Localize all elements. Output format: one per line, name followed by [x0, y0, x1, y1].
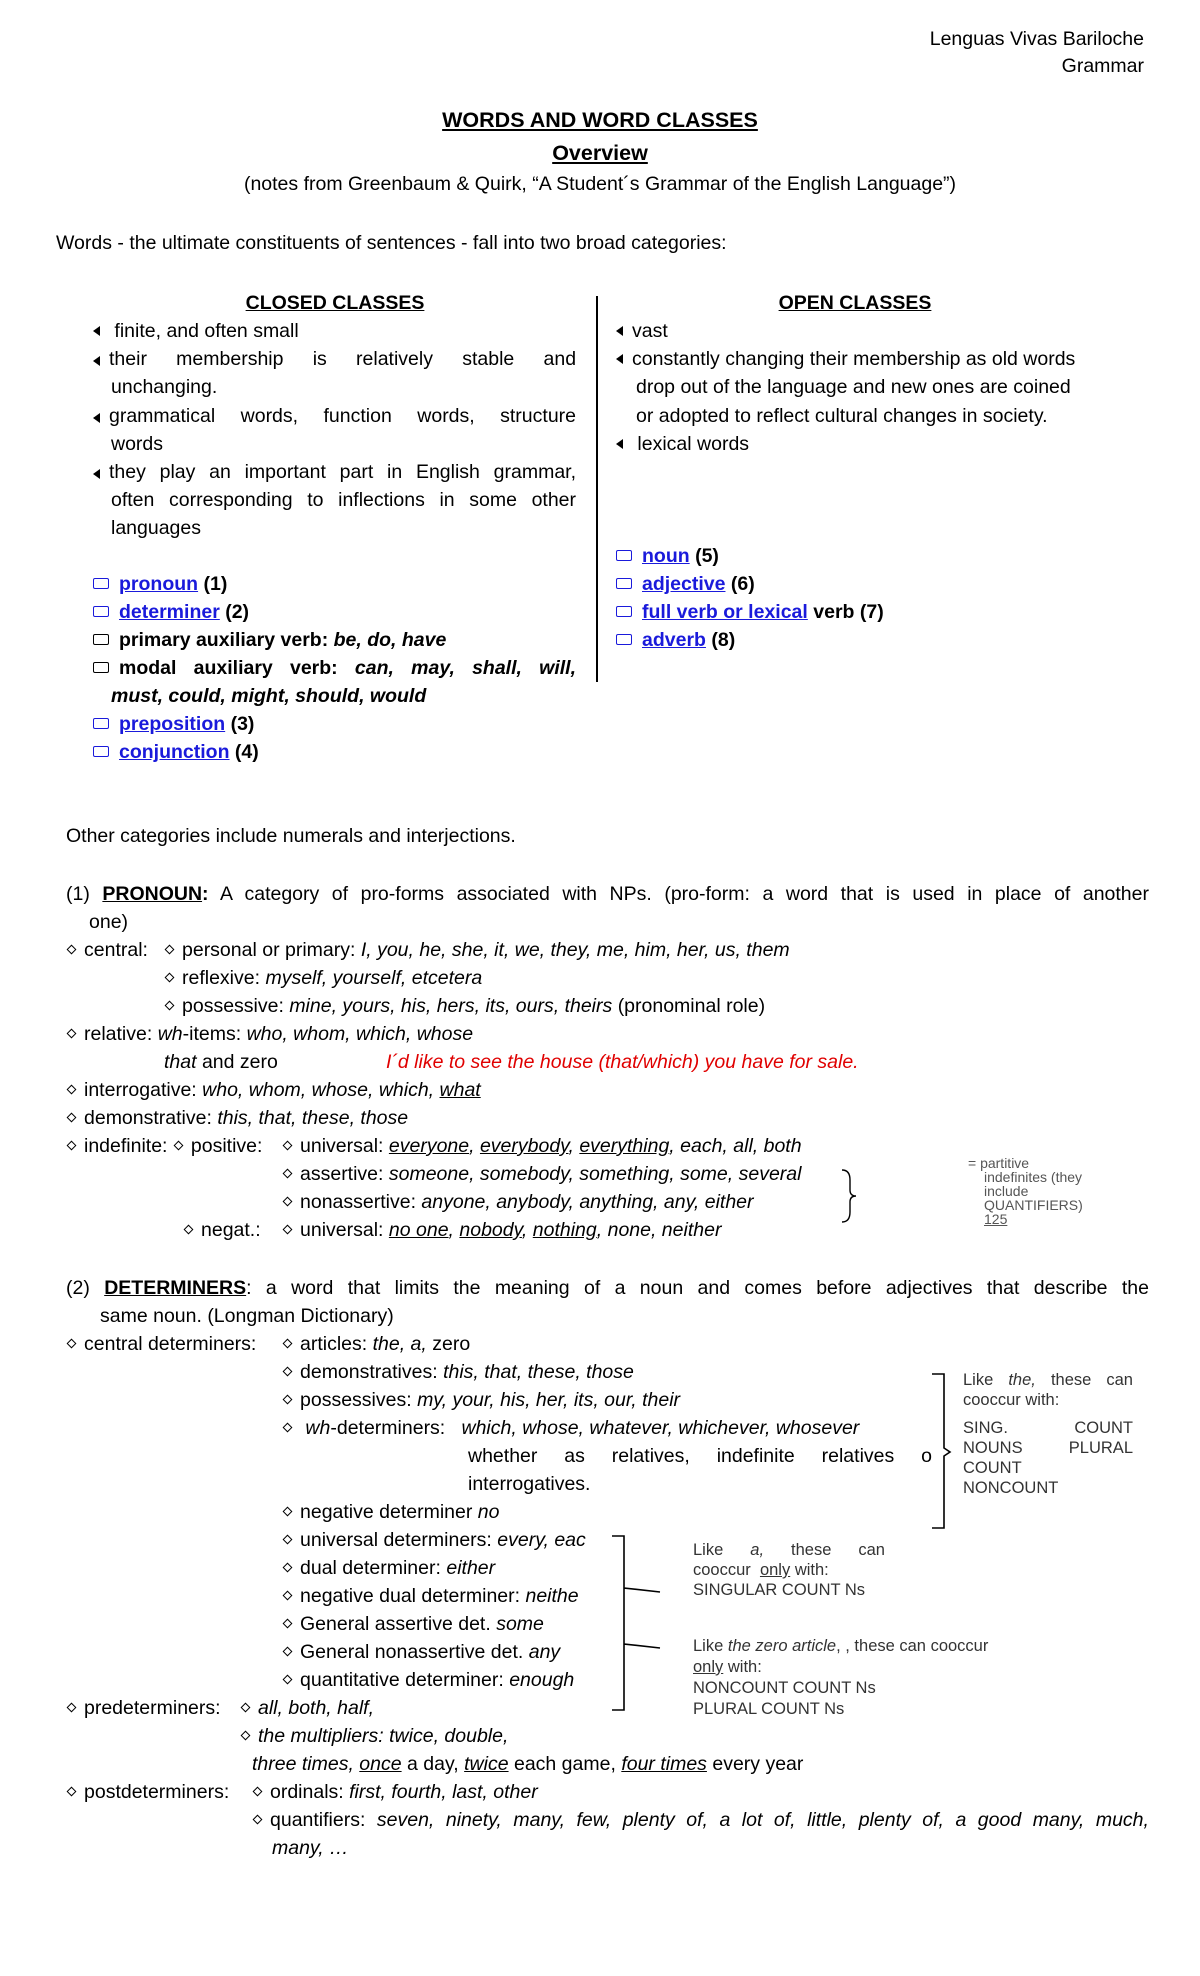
other-categories: Other categories include numerals and interjections.	[66, 825, 516, 847]
diamond-bullet-icon	[173, 1141, 183, 1151]
det-general-nonassertive: General nonassertive det. any	[282, 1641, 560, 1664]
header-subject: Grammar	[1061, 55, 1144, 77]
diamond-bullet-icon	[283, 1675, 293, 1685]
closed-b2-line1: their membership is relatively stable and	[109, 348, 577, 370]
diamond-bullet-icon	[67, 1085, 77, 1095]
open-b2-line3: or adopted to reflect cultural changes in society.	[636, 405, 1048, 427]
pronoun-negative-label: negat.:	[183, 1219, 261, 1242]
pronoun-link[interactable]: pronoun	[119, 573, 199, 595]
bullet-arrow-icon	[93, 356, 100, 366]
pronoun-relative-example: I´d like to see the house (that/which) you have for sale.	[386, 1051, 859, 1073]
bracket-a	[592, 1534, 662, 1714]
diamond-bullet-icon	[283, 1141, 293, 1151]
partitive-bracket	[840, 1168, 860, 1224]
pronoun-definition-line2: one)	[89, 911, 129, 933]
pronoun-nonassertive: nonassertive: anyone, anybody, anything, any, either	[282, 1191, 754, 1214]
det-wh-line2: whether as relatives, indefinite relatives o	[468, 1445, 933, 1467]
det-demonstratives: demonstratives: this, that, these, those	[282, 1361, 634, 1384]
diamond-bullet-icon	[184, 1225, 194, 1235]
diamond-bullet-icon	[253, 1787, 263, 1797]
pronoun-universal-negative: universal: no one, nobody, nothing, none, neither	[282, 1219, 721, 1242]
det-multipliers: the multipliers: twice, double,	[240, 1725, 508, 1748]
checkbox-icon	[93, 662, 109, 673]
open-b2-line2: drop out of the language and new ones are coined	[636, 376, 1071, 398]
diamond-bullet-icon	[283, 1367, 293, 1377]
checkbox-icon	[616, 550, 632, 561]
column-divider	[596, 296, 598, 682]
checkbox-icon	[93, 634, 109, 645]
open-class-adjective: adjective (6)	[616, 573, 755, 596]
diamond-bullet-icon	[165, 945, 175, 955]
determiners-definition-line1: (2) DETERMINERS: a word that limits the meaning of a noun and comes before adjectives that describe the	[66, 1277, 1149, 1299]
closed-class-determiner: determiner (2)	[93, 601, 249, 624]
open-class-full-verb: full verb or lexical verb (7)	[616, 601, 884, 624]
det-dual: dual determiner: either	[282, 1557, 495, 1580]
pronoun-possessive: possessive: mine, yours, his, hers, its, ours, theirs (pronominal role)	[164, 995, 765, 1018]
checkbox-icon	[616, 578, 632, 589]
closed-b4-line3: languages	[111, 517, 201, 539]
diamond-bullet-icon	[283, 1591, 293, 1601]
pronoun-assertive: assertive: someone, somebody, something, some, several	[282, 1163, 801, 1186]
det-wh-determiners: wh-determiners: which, whose, whatever, whichever, whosever	[282, 1417, 932, 1440]
diamond-bullet-icon	[67, 1339, 77, 1349]
pronoun-central: central:	[66, 939, 148, 962]
pronoun-interrogative: interrogative: who, whom, whose, which, what	[66, 1079, 481, 1102]
diamond-bullet-icon	[283, 1169, 293, 1179]
closed-b2-line2: unchanging.	[111, 376, 218, 398]
pronoun-reflexive: reflexive: myself, yourself, etcetera	[164, 967, 482, 990]
closed-class-primary-aux: primary auxiliary verb: be, do, have	[93, 629, 446, 652]
pronoun-relative-that: that and zero	[164, 1051, 278, 1073]
full-verb-link[interactable]: full verb or lexical	[642, 601, 808, 623]
conjunction-link[interactable]: conjunction	[119, 741, 230, 763]
diamond-bullet-icon	[67, 945, 77, 955]
open-bullet-3: lexical words	[616, 433, 749, 456]
closed-class-preposition: preposition (3)	[93, 713, 254, 736]
pronoun-relative: relative: wh-items: who, whom, which, whose	[66, 1023, 473, 1046]
header-institution: Lenguas Vivas Bariloche	[929, 28, 1144, 50]
diamond-bullet-icon	[67, 1113, 77, 1123]
closed-b4-line2: often corresponding to inflections in some other	[111, 489, 577, 511]
checkbox-icon	[93, 606, 109, 617]
preposition-link[interactable]: preposition	[119, 713, 226, 735]
bullet-arrow-icon	[616, 439, 623, 449]
det-quantifiers-line2: many, …	[272, 1837, 349, 1859]
bullet-arrow-icon	[616, 326, 623, 336]
diamond-bullet-icon	[67, 1703, 77, 1713]
source-note: (notes from Greenbaum & Quirk, “A Student´s Grammar of the English Language”)	[243, 173, 957, 195]
closed-class-conjunction: conjunction (4)	[93, 741, 259, 764]
diamond-bullet-icon	[283, 1619, 293, 1629]
adverb-link[interactable]: adverb	[642, 629, 706, 651]
adjective-link[interactable]: adjective	[642, 573, 726, 595]
bullet-arrow-icon	[93, 469, 100, 479]
determiners-definition-line2: same noun. (Longman Dictionary)	[100, 1305, 394, 1327]
det-predeterminers: all, both, half,	[240, 1697, 374, 1720]
pronoun-definition-line1: (1) PRONOUN: A category of pro-forms associated with NPs. (pro-form: a word that is used in place of another	[66, 883, 1149, 905]
closed-bullet-1: finite, and often small	[93, 320, 299, 343]
diamond-bullet-icon	[67, 1141, 77, 1151]
det-ordinals: ordinals: first, fourth, last, other	[252, 1781, 538, 1804]
modal-aux-line2: must, could, might, should, would	[111, 685, 427, 707]
page-title: WORDS AND WORD CLASSES	[442, 108, 758, 132]
closed-b3-line2: words	[111, 433, 164, 455]
diamond-bullet-icon	[67, 1787, 77, 1797]
partitive-note: = partitive indefinites (they include QUANTIFIERS) 125	[968, 1155, 1083, 1227]
determiner-link[interactable]: determiner	[119, 601, 220, 623]
pronoun-universal-positive: universal: everyone, everybody, everything, each, all, both	[282, 1135, 802, 1158]
det-possessives: possessives: my, your, his, her, its, our, their	[282, 1389, 680, 1412]
open-b2-line1: constantly changing their membership as old words	[616, 348, 1075, 371]
diamond-bullet-icon	[283, 1563, 293, 1573]
det-central-label: central determiners:	[66, 1333, 256, 1356]
diamond-bullet-icon	[283, 1423, 293, 1433]
bracket-the	[928, 1372, 952, 1532]
closed-class-pronoun: pronoun (1)	[93, 573, 227, 596]
diamond-bullet-icon	[241, 1703, 251, 1713]
det-negative: negative determiner no	[282, 1501, 499, 1524]
diamond-bullet-icon	[283, 1647, 293, 1657]
det-quantitative: quantitative determiner: enough	[282, 1669, 574, 1692]
diamond-bullet-icon	[283, 1395, 293, 1405]
diamond-bullet-icon	[165, 1001, 175, 1011]
checkbox-icon	[93, 746, 109, 757]
checkbox-icon	[616, 606, 632, 617]
diamond-bullet-icon	[67, 1029, 77, 1039]
page-subtitle: Overview	[552, 141, 648, 165]
checkbox-icon	[616, 634, 632, 645]
det-wh-line3: interrogatives.	[468, 1473, 591, 1495]
noun-link[interactable]: noun	[642, 545, 690, 567]
closed-b4-line1: they play an important part in English grammar,	[109, 461, 577, 483]
open-class-adverb: adverb (8)	[616, 629, 735, 652]
diamond-bullet-icon	[253, 1815, 263, 1825]
diamond-bullet-icon	[283, 1535, 293, 1545]
checkbox-icon	[93, 578, 109, 589]
det-multipliers-example: three times, once a day, twice each game, four times every year	[252, 1753, 804, 1775]
pronoun-indefinite: indefinite: positive:	[66, 1135, 262, 1158]
note-like-zero-article: Like the zero article, , these can cooccur only with: NONCOUNT COUNT Ns PLURAL COUNT Ns	[693, 1637, 989, 1718]
diamond-bullet-icon	[283, 1197, 293, 1207]
det-negative-dual: negative dual determiner: neithe	[282, 1585, 596, 1608]
diamond-bullet-icon	[283, 1225, 293, 1235]
note-like-the: Like the, these can cooccur with: SING. COUNT NOUNS PLURAL COUNT NONCOUNT	[963, 1371, 1133, 1497]
modal-aux-line1: modal auxiliary verb: can, may, shall, will,	[93, 657, 576, 680]
closed-classes-heading: CLOSED CLASSES	[245, 292, 425, 314]
bullet-arrow-icon	[93, 413, 100, 423]
note-like-a: Like a, these can cooccur only with: SINGULAR COUNT Ns	[693, 1541, 885, 1599]
bullet-arrow-icon	[93, 326, 100, 336]
det-predeterminers-label: predeterminers:	[66, 1697, 221, 1720]
open-class-noun: noun (5)	[616, 545, 719, 568]
pronoun-personal: personal or primary: I, you, he, she, it, we, they, me, him, her, us, them	[164, 939, 790, 962]
bullet-arrow-icon	[616, 354, 623, 364]
intro-text: Words - the ultimate constituents of sentences - fall into two broad categories:	[56, 232, 727, 254]
det-universal: universal determiners: every, eac	[282, 1529, 596, 1552]
det-articles: articles: the, a, zero	[282, 1333, 470, 1356]
diamond-bullet-icon	[165, 973, 175, 983]
open-classes-heading: OPEN CLASSES	[778, 292, 932, 314]
pronoun-demonstrative: demonstrative: this, that, these, those	[66, 1107, 408, 1130]
det-general-assertive: General assertive det. some	[282, 1613, 544, 1636]
closed-b3-line1: grammatical words, function words, structure	[109, 405, 576, 427]
det-quantifiers: quantifiers: seven, ninety, many, few, plenty of, a lot of, little, plenty of, a good many, much,	[252, 1809, 1149, 1832]
open-bullet-1: vast	[616, 320, 668, 343]
det-postdeterminers-label: postdeterminers:	[66, 1781, 229, 1804]
diamond-bullet-icon	[283, 1507, 293, 1517]
diamond-bullet-icon	[241, 1731, 251, 1741]
diamond-bullet-icon	[283, 1339, 293, 1349]
checkbox-icon	[93, 718, 109, 729]
